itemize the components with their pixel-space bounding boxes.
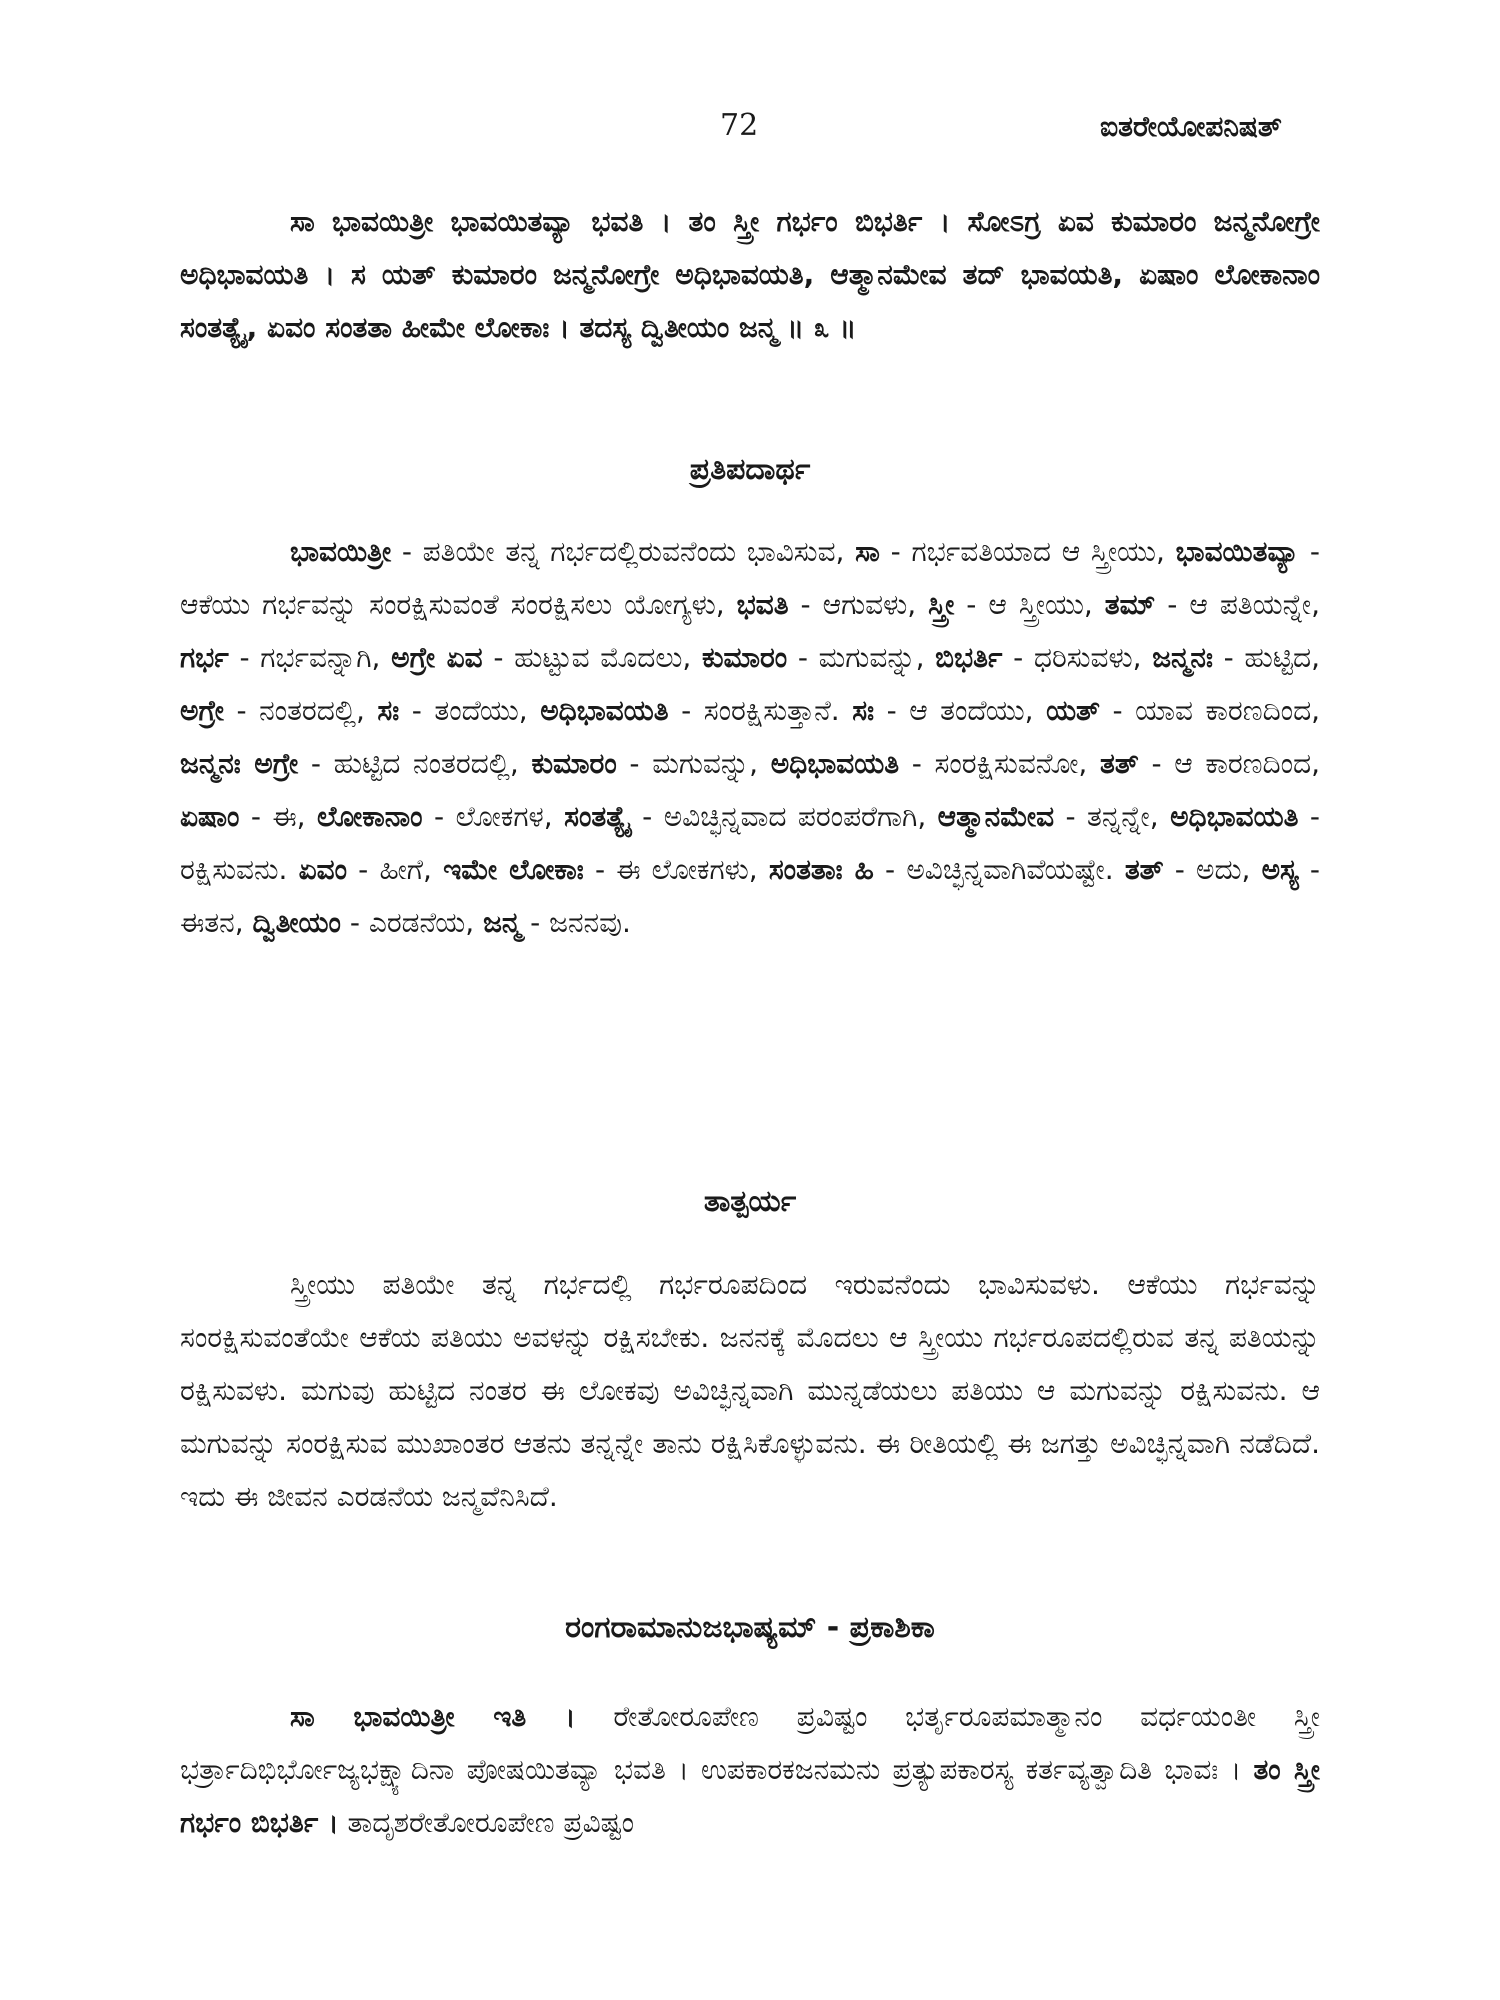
glossary-term: ಅಧಿಭಾವಯತಿ <box>770 747 900 780</box>
glossary-meaning: ಹುಟ್ಟಿದ ನಂತರದಲ್ಲಿ, <box>333 747 519 780</box>
glossary-term: ಯತ್ <box>1046 694 1100 727</box>
glossary-meaning: ಅವಿಚ್ಛಿನ್ನವಾಗಿವೆಯಷ್ಟೇ. <box>906 853 1114 886</box>
glossary-term: ತಮ್ <box>1104 588 1156 621</box>
glossary-term: ಭಾವಯಿತ್ರೀ <box>290 535 392 568</box>
commentary-lead: ಸಾ ಭಾವಯಿತ್ರೀ ಇತಿ । <box>290 1700 576 1733</box>
glossary-term: ಭವತಿ <box>736 588 789 621</box>
glossary-term: ಅಸ್ಯ <box>1261 853 1299 886</box>
commentary-text-2: ತಾದೃಶರೇತೋರೂಪೇಣ ಪ್ರವಿಷ್ಟಂ <box>338 1806 635 1839</box>
glossary-meaning: ಲೋಕಗಳ, <box>455 800 553 833</box>
glossary-term: ಗರ್ಭ <box>180 641 229 674</box>
glossary-term: ಸಂತತಾಃ ಹಿ <box>768 853 874 886</box>
glossary-term: ಜನ್ಮನಃ <box>1152 641 1213 674</box>
glossary-term: ಸಾ <box>855 535 880 568</box>
glossary-meaning: ಆ ಸ್ತ್ರೀಯು, <box>988 588 1093 621</box>
glossary-meaning: ಹುಟ್ಟಿದ, <box>1244 641 1321 674</box>
glossary-meaning: ಗರ್ಭವನ್ನಾಗಿ, <box>260 641 381 674</box>
page-number: 72 <box>720 108 759 143</box>
glossary-meaning: ಮಗುವನ್ನು, <box>652 747 759 780</box>
commentary-text-1: ರೇತೋರೂಪೇಣ ಪ್ರವಿಷ್ಟಂ ಭರ್ತೃರೂಪಮಾತ್ಮಾನಂ ವರ್ಧಯಂತೀ ಸ್ತ್ರೀ ಭರ್ತ್ರಾದಿಭಿರ್ಭೋಜ್ಯಭಕ್ಷ್ಯಾದಿನಾ ಪೋಷಯಿತವ್ಯಾ ಭವತಿ । ಉಪಕಾರಕಜನಮನು ಪ್ರತ್ಯುಪಕಾರಸ್ಯ ಕರ್ತವ್ಯತ್ವಾದಿತಿ ಭಾವಃ । <box>180 1700 1320 1786</box>
word-meaning-glossary: ಭಾವಯಿತ್ರೀ - ಪತಿಯೇ ತನ್ನ ಗರ್ಭದಲ್ಲಿರುವನೆಂದು ಭಾವಿಸುವ, ಸಾ - ಗರ್ಭವತಿಯಾದ ಆ ಸ್ತ್ರೀಯು, ಭಾವಯಿತವ್ಯಾ - ಆಕೆಯು ಗರ್ಭವನ್ನು ಸಂರಕ್ಷಿಸುವಂತೆ ಸಂರಕ್ಷಿಸಲು ಯೋಗ್ಯಳು, ಭವತಿ - ಆಗುವಳು, ಸ್ತ್ರೀ - ಆ ಸ್ತ್ರೀಯು, ತಮ್ - ಆ ಪತಿಯನ್ನೇ, ಗರ್ಭ - ಗರ್ಭವನ್ನಾಗಿ, ಅಗ್ರೇ ಏವ - ಹುಟ್ಟುವ ಮೊದಲು, ಕುಮಾರಂ - ಮಗುವನ್ನು, ಬಿಭರ್ತಿ - ಧರಿಸುವಳು, ಜನ್ಮನಃ - ಹುಟ್ಟಿದ, ಅಗ್ರೇ - ನಂತರದಲ್ಲಿ, ಸಃ - ತಂದೆಯು, ಅಧಿಭಾವಯತಿ - ಸಂರಕ್ಷಿಸುತ್ತಾನೆ. ಸಃ - ಆ ತಂದೆಯು, ಯತ್ - ಯಾವ ಕಾರಣದಿಂದ, ಜನ್ಮನಃ ಅಗ್ರೇ - ಹುಟ್ಟಿದ ನಂತರದಲ್ಲಿ, ಕುಮಾರಂ - ಮಗುವನ್ನು, ಅಧಿಭಾವಯತಿ - ಸಂರಕ್ಷಿಸುವನೋ, ತತ್ - ಆ ಕಾರಣದಿಂದ, ಏಷಾಂ - ಈ, ಲೋಕಾನಾಂ - ಲೋಕಗಳ, ಸಂತತ್ಯೈ - ಅವಿಚ್ಛಿನ್ನವಾದ ಪರಂಪರೆಗಾಗಿ, ಆತ್ಮಾನಮೇವ - ತನ್ನನ್ನೇ, ಅಧಿಭಾವಯತಿ - ರಕ್ಷಿಸುವನು. ಏವಂ - ಹೀಗೆ, ಇಮೇ ಲೋಕಾಃ - ಈ ಲೋಕಗಳು, ಸಂತತಾಃ ಹಿ - ಅವಿಚ್ಛಿನ್ನವಾಗಿವೆಯಷ್ಟೇ. ತತ್ - ಅದು, ಅಸ್ಯ - ಈತನ, ದ್ವಿತೀಯಂ - ಎರಡನೆಯ, ಜನ್ಮ - ಜನನವು. <box>180 535 1321 939</box>
glossary-meaning: ಆ ತಂದೆಯು, <box>909 694 1034 727</box>
glossary-term: ಜನ್ಮ <box>483 906 522 939</box>
glossary-term: ಇಮೇ ಲೋಕಾಃ <box>443 853 584 886</box>
glossary-meaning: ಅದು, <box>1196 853 1251 886</box>
glossary-meaning: ಈ, <box>272 800 306 833</box>
glossary-meaning: ಸಂರಕ್ಷಿಸುತ್ತಾನೆ. <box>703 694 840 727</box>
glossary-term: ಏವಂ <box>298 853 348 886</box>
glossary-term: ಅಧಿಭಾವಯತಿ <box>540 694 669 727</box>
glossary-meaning: ಗರ್ಭವತಿಯಾದ ಆ ಸ್ತ್ರೀಯು, <box>911 535 1165 568</box>
section-title-commentary: ರಂಗರಾಮಾನುಜಭಾಷ್ಯಮ್ - ಪ್ರಕಾಶಿಕಾ <box>565 1610 935 1645</box>
glossary-term: ಅಗ್ರೇ ಏವ <box>391 641 483 674</box>
glossary-term: ಅಧಿಭಾವಯತಿ <box>1170 800 1299 833</box>
glossary-meaning: ಸಂರಕ್ಷಿಸುವನೋ, <box>934 747 1088 780</box>
glossary-term: ಆತ್ಮಾನಮೇವ <box>937 800 1055 833</box>
glossary-meaning: ತಂದೆಯು, <box>434 694 528 727</box>
glossary-meaning: ಎರಡನೆಯ, <box>368 906 475 939</box>
glossary-term: ಅಗ್ರೇ <box>180 694 224 727</box>
glossary-meaning: ತನ್ನನ್ನೇ, <box>1087 800 1159 833</box>
glossary-meaning: ಈ ಲೋಕಗಳು, <box>616 853 758 886</box>
glossary-term: ಕುಮಾರಂ <box>701 641 788 674</box>
glossary-term: ಸಃ <box>852 694 875 727</box>
glossary-meaning: ಯಾವ ಕಾರಣದಿಂದ, <box>1135 694 1321 727</box>
glossary-term: ಲೋಕಾನಾಂ <box>317 800 423 833</box>
glossary-term: ದ್ವಿತೀಯಂ <box>252 906 341 939</box>
glossary-term: ತತ್ <box>1100 747 1139 780</box>
section-title-summary: ತಾತ್ಪರ್ಯ <box>703 1184 797 1219</box>
glossary-term: ಬಿಭರ್ತಿ <box>935 641 1003 674</box>
glossary-meaning: ಆಗುವಳು, <box>822 588 917 621</box>
glossary-meaning: ಅವಿಚ್ಛಿನ್ನವಾದ ಪರಂಪರೆಗಾಗಿ, <box>663 800 927 833</box>
glossary-term: ಸಃ <box>377 694 400 727</box>
glossary-meaning: ಹುಟ್ಟುವ ಮೊದಲು, <box>514 641 692 674</box>
glossary-meaning: ನಂತರದಲ್ಲಿ, <box>259 694 365 727</box>
glossary-term: ಕುಮಾರಂ <box>531 747 617 780</box>
section-title-word-meaning: ಪ್ರತಿಪದಾರ್ಥ <box>689 452 811 487</box>
glossary-term: ಸ್ತ್ರೀ <box>928 588 955 621</box>
glossary-meaning: ಪತಿಯೇ ತನ್ನ ಗರ್ಭದಲ್ಲಿರುವನೆಂದು ಭಾವಿಸುವ, <box>422 535 845 568</box>
glossary-meaning: ಮಗುವನ್ನು, <box>818 641 925 674</box>
commentary-paragraph <box>180 1690 1320 1849</box>
glossary-meaning: ಆ ಪತಿಯನ್ನೇ, <box>1189 588 1321 621</box>
glossary-term: ಭಾವಯಿತವ್ಯಾ <box>1175 535 1300 568</box>
summary-paragraph: ಸ್ತ್ರೀಯು ಪತಿಯೇ ತನ್ನ ಗರ್ಭದಲ್ಲಿ ಗರ್ಭರೂಪದಿಂದ ಇರುವನೆಂದು ಭಾವಿಸುವಳು. ಆಕೆಯು ಗರ್ಭವನ್ನು ಸಂರಕ್ಷಿಸುವಂತೆಯೇ ಆಕೆಯ ಪತಿಯು ಅವಳನ್ನು ರಕ್ಷಿಸಬೇಕು. ಜನನಕ್ಕೆ ಮೊದಲು ಆ ಸ್ತ್ರೀಯು ಗರ್ಭರೂಪದಲ್ಲಿರುವ ತನ್ನ ಪತಿಯನ್ನು ರಕ್ಷಿಸುವಳು. ಮಗುವು ಹುಟ್ಟಿದ ನಂತರ ಈ ಲೋಕವು ಅವಿಚ್ಛಿನ್ನವಾಗಿ ಮುನ್ನಡೆಯಲು ಪತಿಯು ಆ ಮಗುವನ್ನು ರಕ್ಷಿಸುವನು. ಆ ಮಗುವನ್ನು ಸಂರಕ್ಷಿಸುವ ಮುಖಾಂತರ ಆತನು ತನ್ನನ್ನೇ ತಾನು ರಕ್ಷಿಸಿಕೊಳ್ಳುವನು. ಈ ರೀತಿಯಲ್ಲಿ ಈ ಜಗತ್ತು ಅವಿಚ್ಛಿನ್ನವಾಗಿ ನಡೆದಿದೆ. ಇದು ಈ ಜೀವನ ಎರಡನೆಯ ಜನ್ಮವೆನಿಸಿದೆ. <box>180 1268 1320 1513</box>
glossary-meaning: ಜನನವು. <box>549 906 631 939</box>
glossary-term: ಜನ್ಮನಃ ಅಗ್ರೇ <box>180 747 299 780</box>
glossary-meaning: ಹೀಗೆ, <box>379 853 432 886</box>
glossary-term: ಸಂತತ್ಯೈ <box>564 800 631 833</box>
glossary-meaning: ರಕ್ಷಿಸುವನು. <box>180 853 288 886</box>
glossary-meaning: ಆ ಕಾರಣದಿಂದ, <box>1174 747 1321 780</box>
glossary-term: ತತ್ <box>1124 853 1164 886</box>
glossary-meaning: ಈತನ, <box>180 906 244 939</box>
glossary-meaning: ಆಕೆಯು ಗರ್ಭವನ್ನು ಸಂರಕ್ಷಿಸುವಂತೆ ಸಂರಕ್ಷಿಸಲು ಯೋಗ್ಯಳು, <box>180 588 725 621</box>
commentary-quote: ತಂ ಸ್ತ್ರೀ ಗರ್ಭಂ ಬಿಭರ್ತಿ । <box>180 1753 1320 1839</box>
glossary-term: ಏಷಾಂ <box>180 800 240 833</box>
verse-text: ಸಾ ಭಾವಯಿತ್ರೀ ಭಾವಯಿತವ್ಯಾ ಭವತಿ । ತಂ ಸ್ತ್ರೀ ಗರ್ಭಂ ಬಿಭರ್ತಿ । ಸೋಽಗ್ರ ಏವ ಕುಮಾರಂ ಜನ್ಮನೋಗ್ರೇ ಅಧಿಭಾವಯತಿ । ಸ ಯತ್ ಕುಮಾರಂ ಜನ್ಮನೋಗ್ರೇ ಅಧಿಭಾವಯತಿ, ಆತ್ಮಾನಮೇವ ತದ್ ಭಾವಯತಿ, ಏಷಾಂ ಲೋಕಾನಾಂ ಸಂತತ್ಯೈ, ಏವಂ ಸಂತತಾ ಹೀಮೇ ಲೋಕಾಃ । ತದಸ್ಯ ದ್ವಿತೀಯಂ ಜನ್ಮ ॥ ೩ ॥ <box>180 205 1320 344</box>
running-title: ಐತರೇಯೋಪನಿಷತ್ <box>1100 110 1282 143</box>
glossary-meaning: ಧರಿಸುವಳು, <box>1033 641 1142 674</box>
